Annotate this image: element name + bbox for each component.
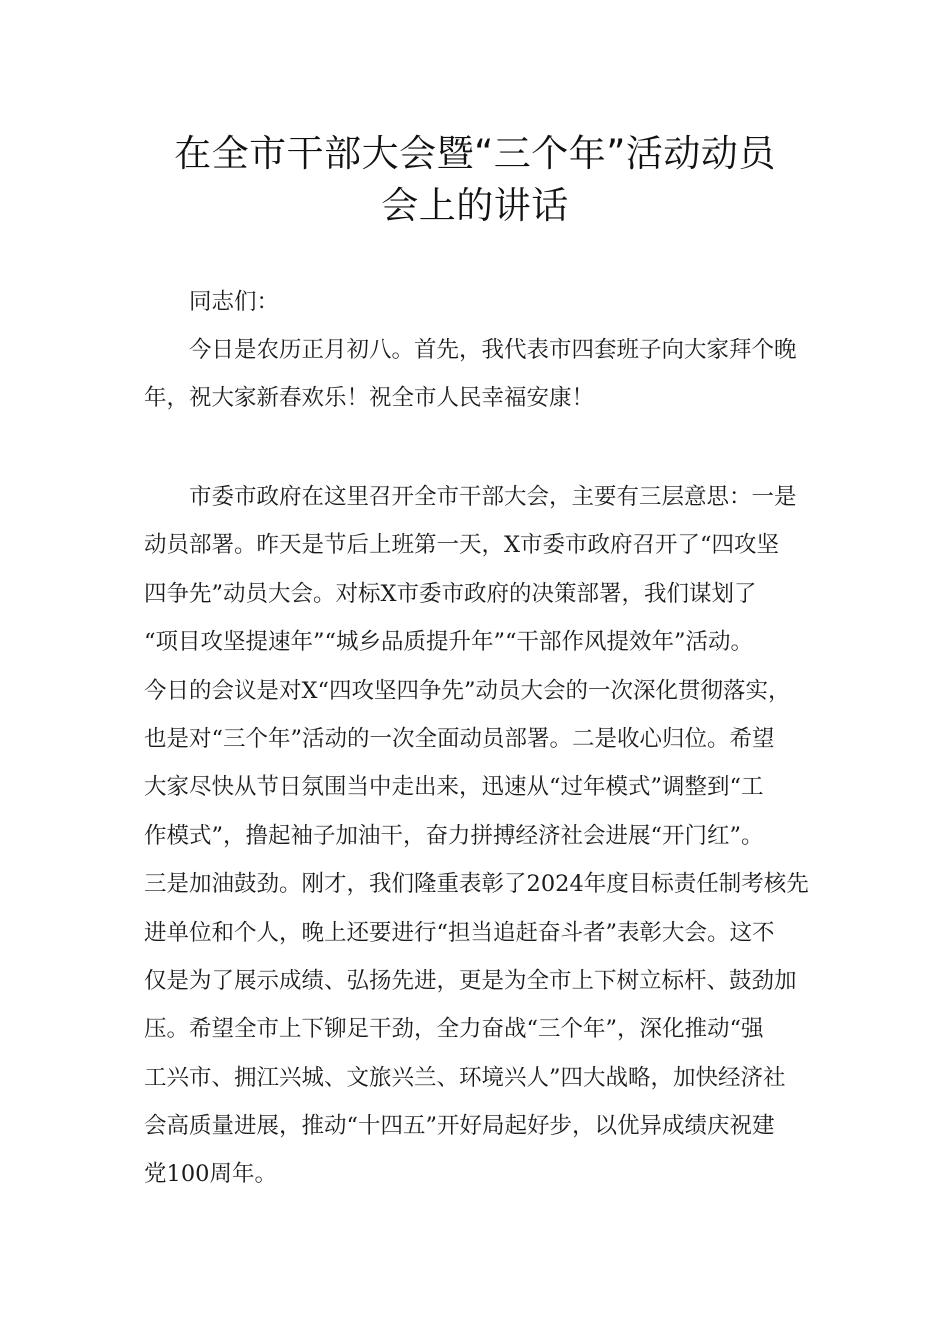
paragraph-line: 年，祝大家新春欢乐！祝全市人民幸福安康！	[144, 385, 595, 412]
paragraph-line: 市委市政府在这里召开全市干部大会，主要有三层意思：一是	[144, 484, 797, 510]
title-line: 在全市干部大会暨“三个年”活动动员	[174, 132, 776, 175]
paragraph-line: 四争先”动员大会。对标X市委市政府的决策部署，我们谋划了	[144, 580, 757, 607]
paragraph-greeting	[144, 326, 819, 423]
paragraph-line: 压。希望全市上下铆足干劲，全力奋战“三个年”，深化推动“强	[144, 1016, 764, 1043]
paragraph-line: 进单位和个人，晚上还要进行“担当追赶奋斗者”表彰大会。这不	[144, 919, 775, 946]
salutation-text: 同志们：	[144, 289, 280, 315]
paragraph-line: 会高质量进展，推动“十四五”开好局起好步，以优异成绩庆祝建	[144, 1113, 775, 1140]
salutation	[144, 278, 819, 326]
paragraph-line: 三是加油鼓劲。刚才，我们隆重表彰了2024年度目标责任制考核先	[144, 871, 809, 898]
title-line: 会上的讲话	[381, 184, 569, 227]
paragraph-line: 作模式”，撸起袖子加油干，奋力拼搏经济社会进展“开门红”。	[144, 822, 764, 849]
paragraph-line: “项目攻坚提速年”“城乡品质提升年”“干部作风提效年”活动。	[144, 629, 754, 656]
paragraph-line: 动员部署。昨天是节后上班第一天，X市委市政府召开了“四攻坚	[144, 532, 780, 559]
paragraph-line: 今日是农历正月初八。首先，我代表市四套班子向大家拜个晚	[144, 337, 797, 363]
paragraph-line: 也是对“三个年”活动的一次全面动员部署。二是收心归位。希望	[144, 725, 775, 752]
paragraph-line: 大家尽快从节日氛围当中走出来，迅速从“过年模式”调整到“工	[144, 774, 764, 801]
paragraph-purpose	[144, 473, 819, 1199]
paragraph-line: 工兴市、拥江兴城、文旅兴兰、环境兴人”四大战略，加快经济社	[144, 1064, 786, 1091]
paragraph-line: 今日的会议是对X“四攻坚四争先”动员大会的一次深化贯彻落实，	[144, 677, 791, 704]
paragraph-line: 仅是为了展示成绩、弘扬先进，更是为全市上下树立标杆、鼓劲加	[144, 967, 797, 994]
document-title	[140, 128, 810, 232]
paragraph-line: 党100周年。	[144, 1161, 277, 1188]
